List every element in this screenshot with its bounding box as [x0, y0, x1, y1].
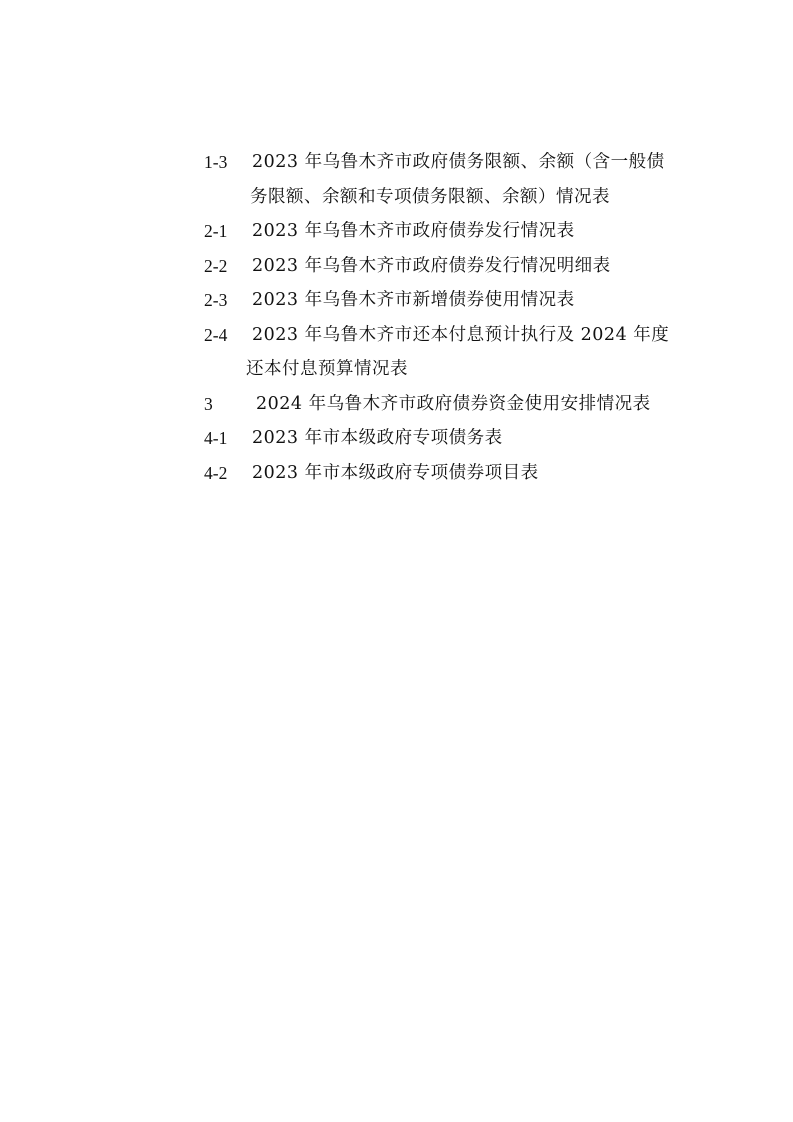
toc-entry-title: 2023 年乌鲁木齐市政府债券发行情况表	[252, 221, 575, 241]
toc-entry-2-1[interactable]	[204, 214, 704, 249]
toc-entry-number: 2-1	[204, 221, 228, 241]
toc-entry-title-continued: 还本付息预算情况表	[246, 359, 408, 379]
toc-entry-number: 4-1	[204, 428, 228, 448]
toc-entry-title: 2023 年市本级政府专项债务表	[252, 428, 503, 448]
toc-entry-number: 2-4	[204, 324, 228, 345]
toc-entry-title: 2023 年乌鲁木齐市新增债券使用情况表	[252, 290, 575, 310]
toc-entry-number: 3	[204, 393, 213, 414]
toc-entry-title: 2023 年市本级政府专项债券项目表	[252, 462, 539, 483]
toc-entry-title: 2023 年乌鲁木齐市政府债务限额、余额（含一般债	[252, 152, 665, 172]
table-of-contents	[204, 145, 704, 490]
toc-entry-2-2[interactable]	[204, 249, 704, 284]
toc-entry-title-continued: 务限额、余额和专项债务限额、余额）情况表	[250, 186, 610, 207]
toc-entry-number: 2-3	[204, 290, 228, 310]
toc-entry-title: 2024 年乌鲁木齐市政府债券资金使用安排情况表	[256, 393, 651, 414]
toc-entry-number: 2-2	[204, 255, 228, 276]
toc-entry-number: 4-2	[204, 462, 228, 483]
toc-entry-2-3[interactable]	[204, 283, 704, 318]
toc-entry-4-1[interactable]	[204, 421, 704, 456]
toc-entry-4-2[interactable]	[204, 456, 704, 491]
toc-entry-1-3[interactable]	[204, 145, 704, 214]
toc-entry-number: 1-3	[204, 152, 228, 172]
toc-entry-title: 2023 年乌鲁木齐市政府债券发行情况明细表	[252, 255, 611, 276]
toc-entry-2-4[interactable]	[204, 318, 704, 387]
toc-entry-title: 2023 年乌鲁木齐市还本付息预计执行及 2024 年度	[252, 324, 670, 345]
toc-entry-3[interactable]	[204, 387, 704, 422]
